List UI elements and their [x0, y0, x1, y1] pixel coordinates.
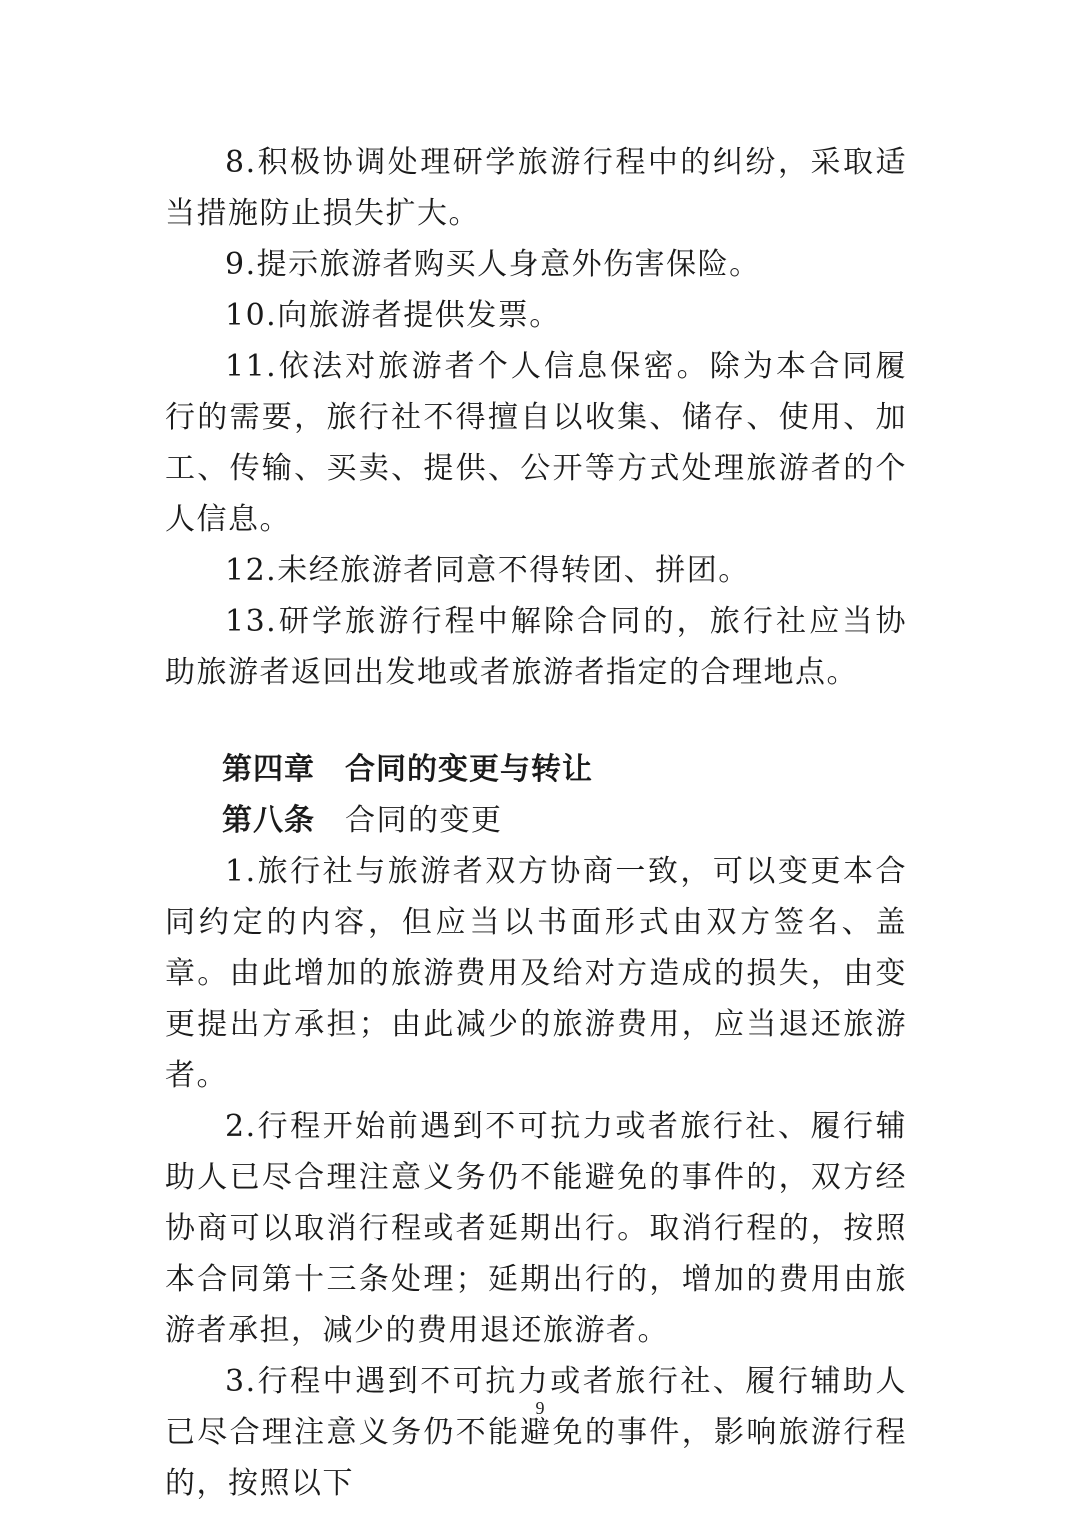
clause-paragraph: 2.行程开始前遇到不可抗力或者旅行社、履行辅助人已尽合理注意义务仍不能避免的事件的，双方经协商可以取消行程或者延期出行。取消行程的，按照本合同第十三条处理；延期出行的，增加的费用由旅游者承担，减少的费用退还旅游者。: [165, 1109, 907, 1348]
clause-paragraph: 8.积极协调处理研学旅游行程中的纠纷，采取适当措施防止损失扩大。: [165, 145, 907, 231]
chapter-number: 第四章: [222, 752, 315, 787]
chapter-heading: [165, 744, 907, 795]
article-heading: [165, 795, 907, 846]
clause-paragraph: 9.提示旅游者购买人身意外伤害保险。: [225, 247, 761, 282]
article-number: 第八条: [222, 803, 315, 838]
clause-paragraph: 13.研学旅游行程中解除合同的，旅行社应当协助旅游者返回出发地或者旅游者指定的合理地点。: [165, 604, 907, 690]
article-title: 合同的变更: [345, 803, 503, 838]
clause-paragraph: 3.行程中遇到不可抗力或者旅行社、履行辅助人已尽合理注意义务仍不能避免的事件，影响旅游行程的，按照以下: [165, 1364, 907, 1501]
clause-paragraph: 10.向旅游者提供发票。: [225, 298, 561, 333]
clause-paragraph: 12.未经旅游者同意不得转团、拼团。: [225, 553, 750, 588]
page-number: 9: [535, 1398, 545, 1418]
chapter-title: 合同的变更与转让: [345, 752, 593, 787]
clause-paragraph: 11.依法对旅游者个人信息保密。除为本合同履行的需要，旅行社不得擅自以收集、储存、使用、加工、传输、买卖、提供、公开等方式处理旅游者的个人信息。: [165, 349, 907, 537]
page-content: [165, 137, 907, 1509]
clause-paragraph: 1.旅行社与旅游者双方协商一致，可以变更本合同约定的内容，但应当以书面形式由双方签名、盖章。由此增加的旅游费用及给对方造成的损失，由变更提出方承担；由此减少的旅游费用，应当退还旅游者。: [165, 854, 907, 1093]
